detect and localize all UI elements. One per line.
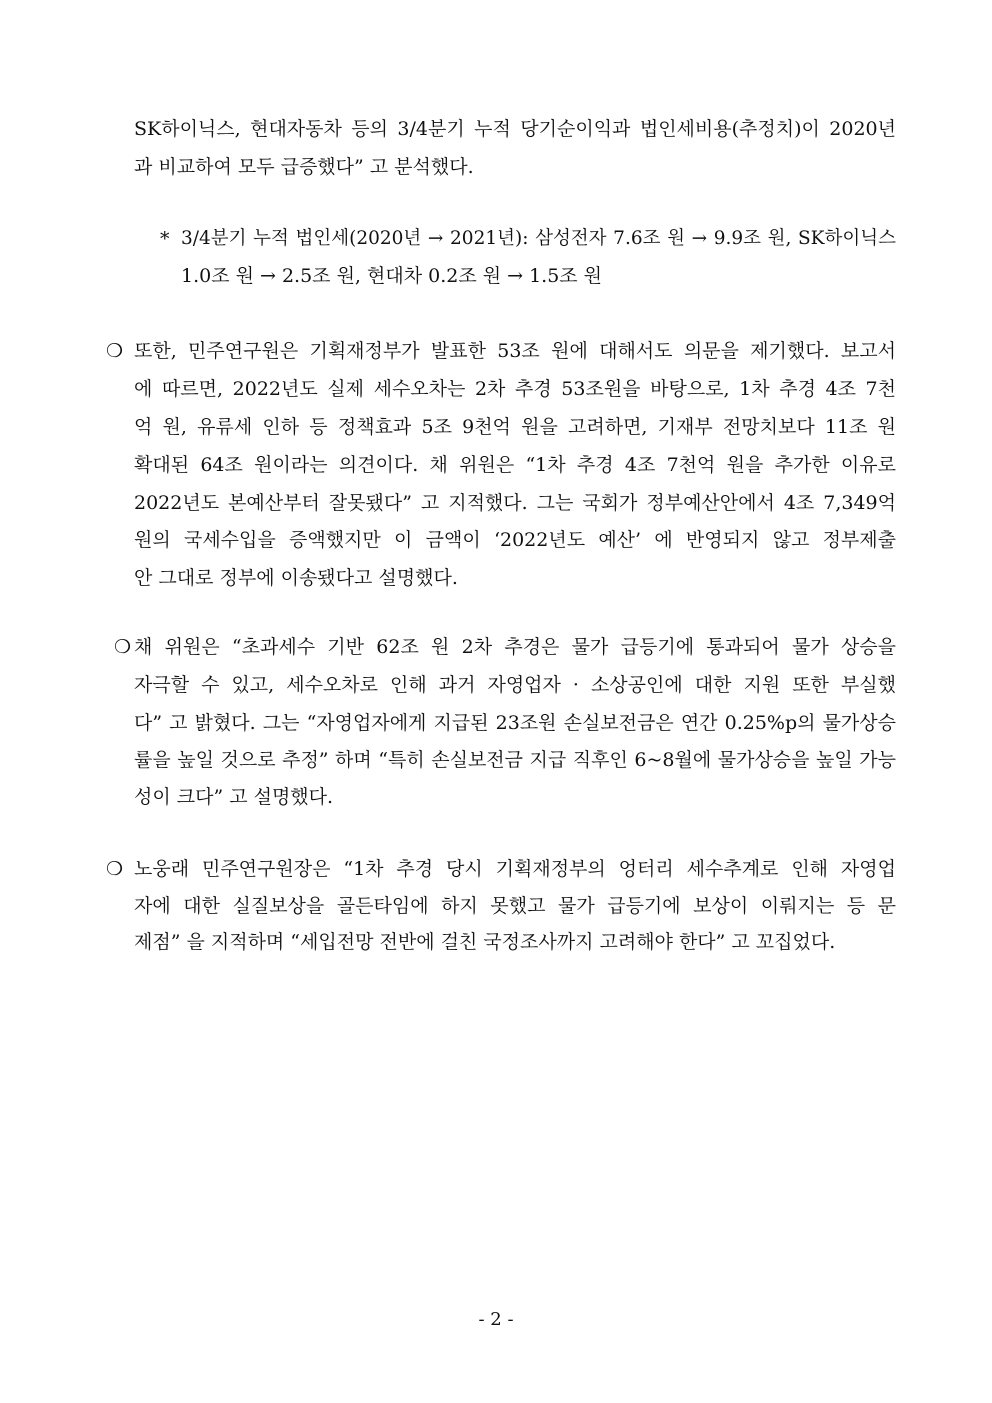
asterisk-marker: * [160, 228, 170, 250]
text-line: 안 그대로 정부에 이송됐다고 설명했다. [134, 567, 458, 589]
text-line: SK하이닉스, 현대자동차 등의 3/4분기 누적 당기순이익과 법인세비용(추정치)이 2020년 [134, 118, 896, 140]
text-line: 다” 고 밝혔다. 그는 “자영업자에게 지급된 23조원 손실보전금은 연간 0.25%p의 물가상승 [134, 712, 896, 734]
text-line: 에 따르면, 2022년도 실제 세수오차는 2차 추경 53조원을 바탕으로, 1차 추경 4조 7천 [134, 378, 896, 400]
footnote-line: 1.0조 원 → 2.5조 원, 현대차 0.2조 원 → 1.5조 원 [181, 265, 603, 287]
text-line: 노웅래 민주연구원장은 “1차 추경 당시 기획재정부의 엉터리 세수추계로 인해 자영업 [134, 858, 896, 880]
text-line: 과 비교하여 모두 급증했다” 고 분석했다. [134, 156, 474, 178]
text-line: 률을 높일 것으로 추정” 하며 “특히 손실보전금 지급 직후인 6~8월에 물가상승을 높일 가능 [134, 749, 896, 771]
text-line: 2022년도 본예산부터 잘못됐다” 고 지적했다. 그는 국회가 정부예산안에서 4조 7,349억 [134, 492, 896, 514]
page-number: - 2 - [478, 1309, 514, 1330]
text-line: 원의 국세수입을 증액했지만 이 금액이 ‘2022년도 예산’ 에 반영되지 않고 정부제출 [134, 529, 896, 551]
circle-bullet-icon: ❍ [114, 636, 132, 658]
text-line: 자극할 수 있고, 세수오차로 인해 과거 자영업자 · 소상공인에 대한 지원 또한 부실했 [134, 674, 896, 696]
footnote-line: 3/4분기 누적 법인세(2020년 → 2021년): 삼성전자 7.6조 원 → 9.9조 원, SK하이닉스 [181, 228, 896, 249]
text-line: 확대된 64조 원이라는 의견이다. 채 위원은 “1차 추경 4조 7천억 원을 추가한 이유로 [134, 454, 896, 476]
text-line: 성이 크다” 고 설명했다. [134, 786, 334, 808]
text-line: 자에 대한 실질보상을 골든타임에 하지 못했고 물가 급등기에 보상이 이뤄지는 등 문 [134, 895, 896, 917]
circle-bullet-icon: ❍ [106, 340, 124, 362]
text-line: 제점” 을 지적하며 “세입전망 전반에 걸친 국정조사까지 고려해야 한다” 고 꼬집었다. [134, 931, 836, 953]
text-line: 채 위원은 “초과세수 기반 62조 원 2차 추경은 물가 급등기에 통과되어 물가 상승을 [134, 636, 896, 658]
circle-bullet-icon: ❍ [106, 858, 124, 880]
text-line: 억 원, 유류세 인하 등 정책효과 5조 9천억 원을 고려하면, 기재부 전망치보다 11조 원 [134, 416, 896, 438]
text-line: 또한, 민주연구원은 기획재정부가 발표한 53조 원에 대해서도 의문을 제기했다. 보고서 [134, 340, 896, 362]
